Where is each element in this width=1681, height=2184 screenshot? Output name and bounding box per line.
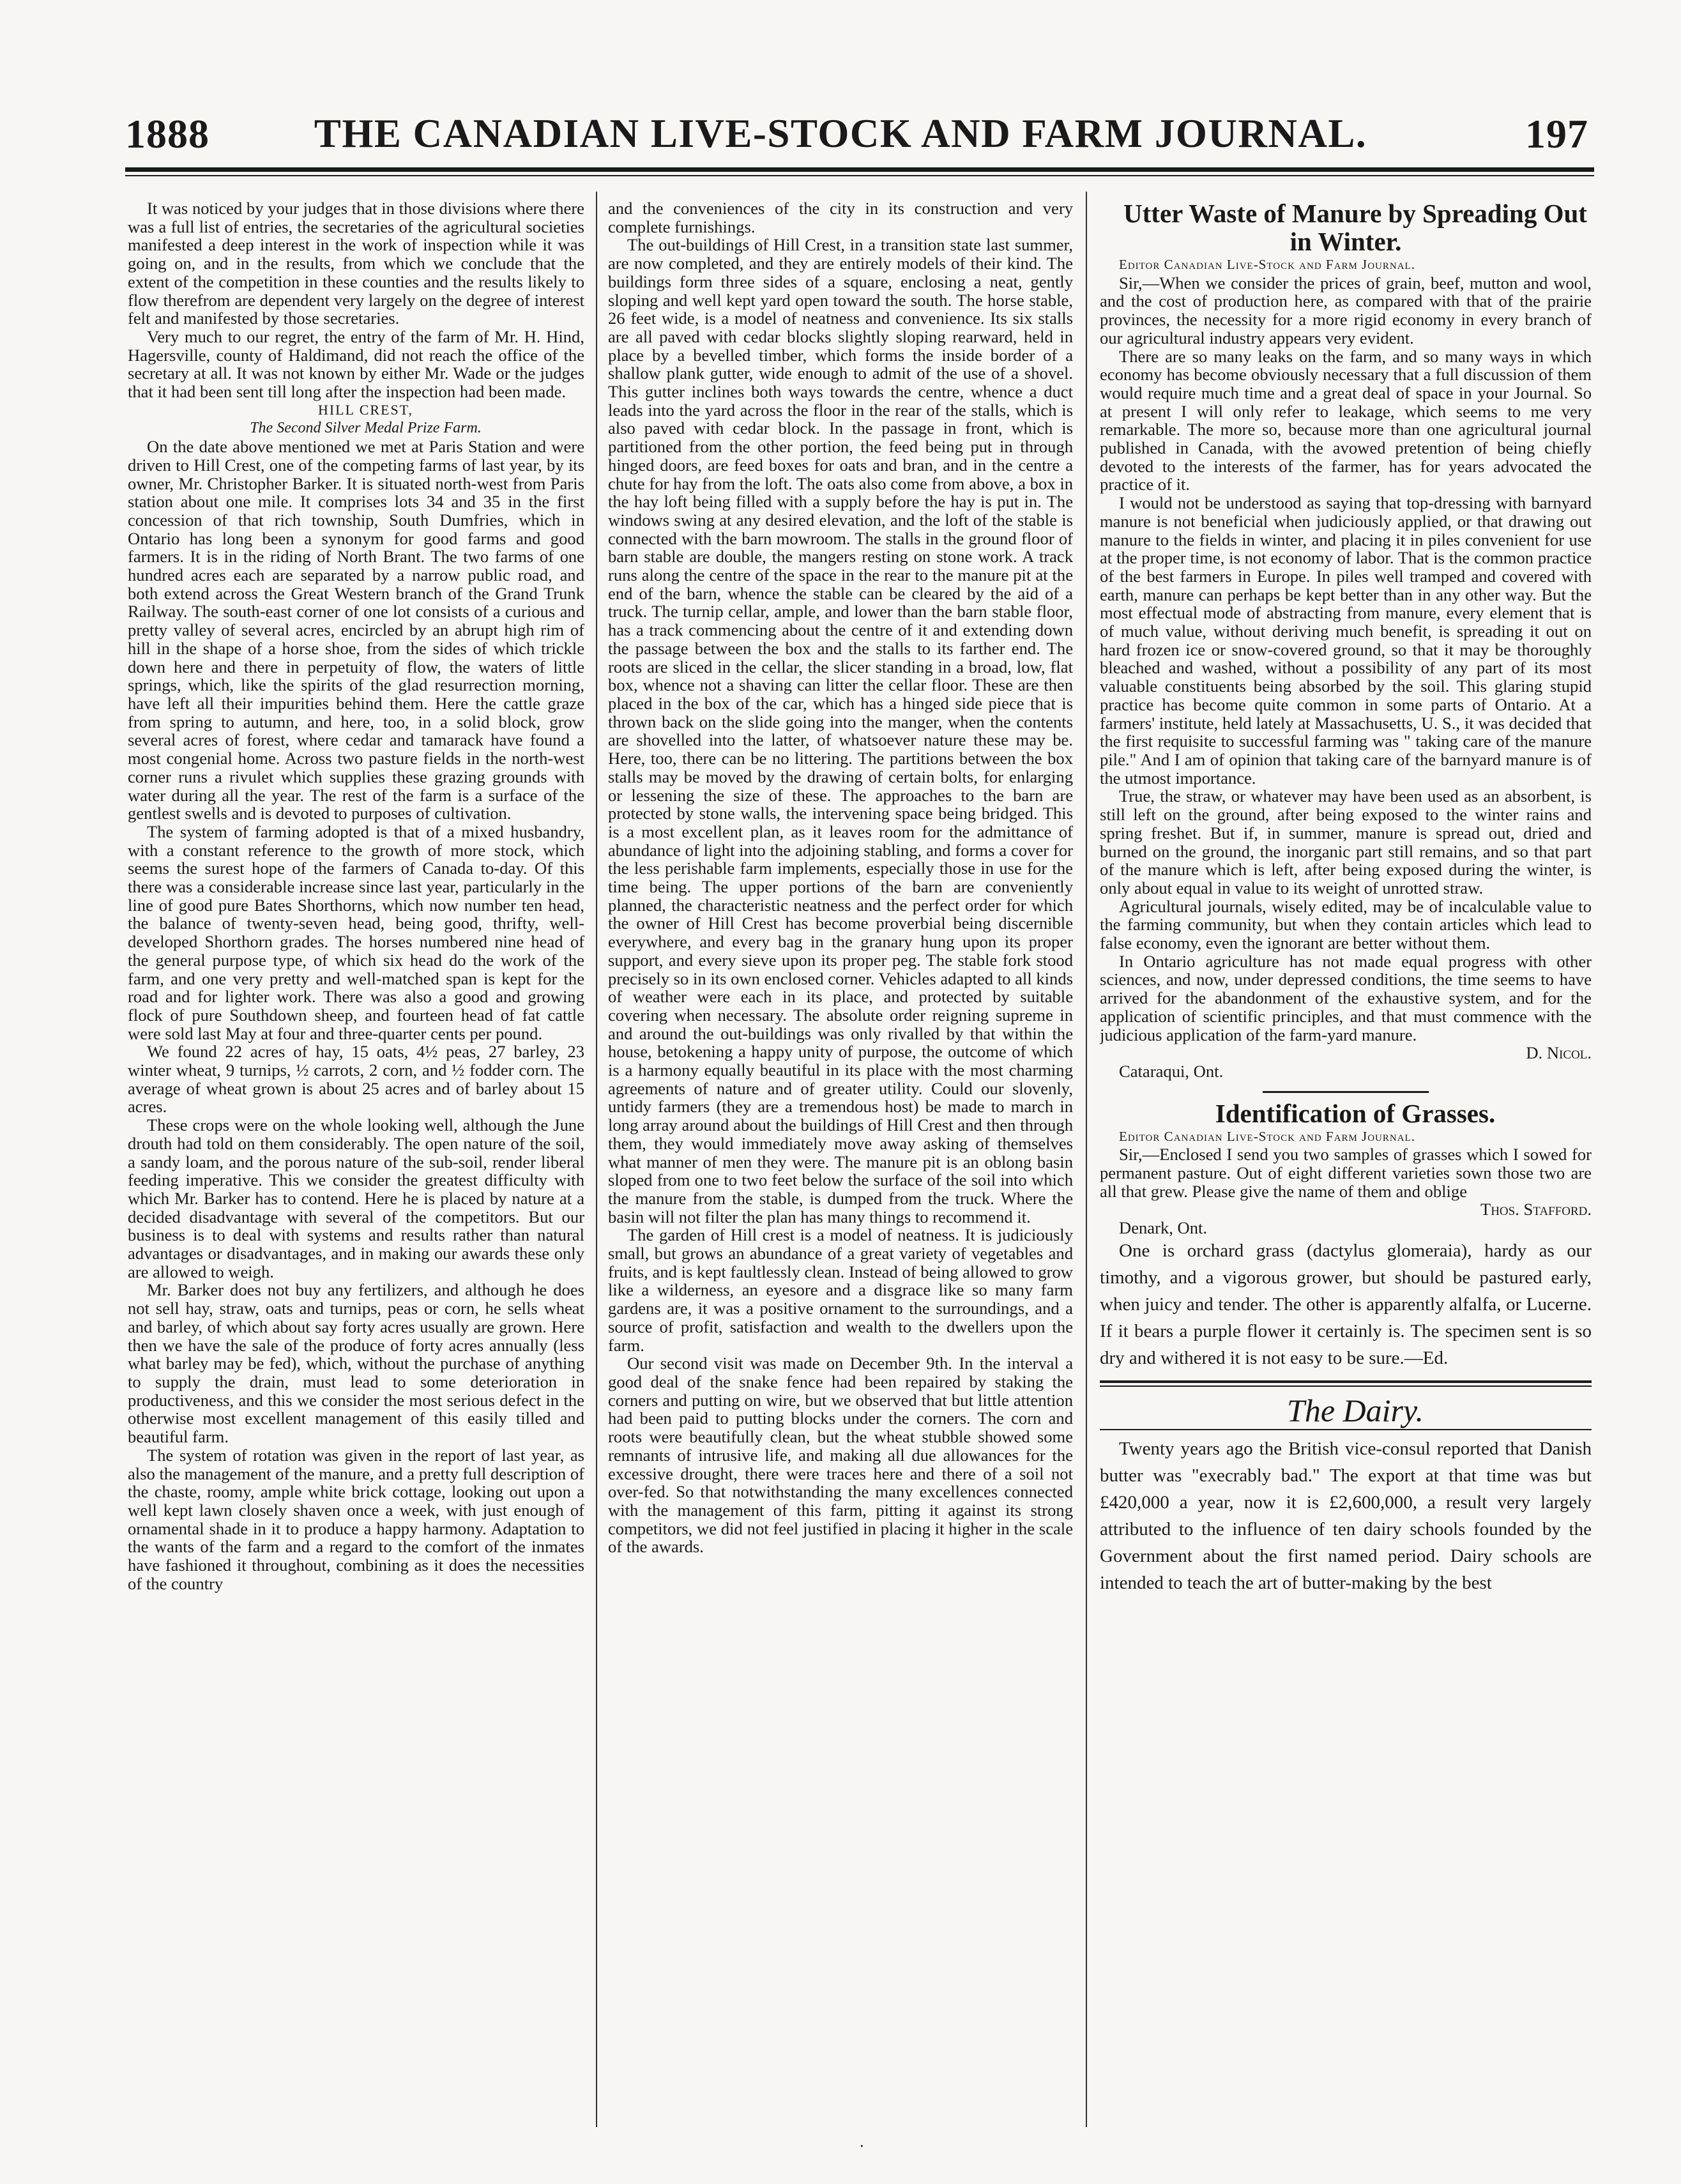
paragraph: True, the straw, or whatever may have been used as an absorbent, is still left on the ground, after being exposed to the winter rains and spring freshet. But if, in summer, manure is spread out, dried and burned on the ground, the inorganic part still remains, and so that part of the manure which is left, after being exposed during the winter, is only about equal in value to its weight of unrotted straw. — [1100, 786, 1592, 897]
paragraph: One is orchard grass (dactylus glomeraia), hardy as our timothy, and a vigorous grower, but should be pastured early, when juicy and tender. The other is apparently alfalfa, or Lucerne. If it bears a purple flower it certainly is. The specimen sent is so dry and withered it is not easy to be sure.—Ed. — [1100, 1240, 1592, 1368]
signature: Thos. Stafford. — [1480, 1200, 1592, 1219]
footer-mark: · — [859, 2137, 865, 2155]
paragraph: Sir,—When we consider the prices of grain, beef, mutton and wool, and the cost of production here, as compared with that of the prairie provinces, the necessity for a more rigid economy in every branch of our agricultural industry appears very evident. — [1100, 273, 1592, 347]
editor-note — [1100, 1237, 1592, 1371]
article-divider — [1263, 1091, 1429, 1093]
paragraph: and the conveniences of the city in its construction and very complete furnishings. — [608, 199, 1073, 236]
section-rule — [1100, 1386, 1592, 1387]
column-2 — [608, 199, 1073, 2122]
place-line: Denark, Ont. — [1119, 1218, 1208, 1238]
paragraph: We found 22 acres of hay, 15 oats, 4½ peas, 27 barley, 23 winter wheat, 9 turnips, ½ carrots, 2 corn, and ½ fodder corn. The average of wheat grown is about 25 acres and of barley about 15 acres. — [128, 1042, 584, 1117]
masthead — [0, 0, 1681, 179]
header-rule-thick — [125, 167, 1594, 172]
subheading: HILL CREST, — [317, 401, 414, 418]
paragraph: The system of rotation was given in the report of last year, as also the management of the manure, and a pretty full description of the chaste, roomy, ample white brick cottage, looking out upon a well kept lawn closely shaven once a week, with just enough of ornamental shade in it to produce a happy harmony. Adaptation to the wants of the farm and a regard to the comfort of the inmates have fashioned it throughout, combining as it does the necessities of the country — [128, 1445, 584, 1593]
paragraph: Agricultural journals, wisely edited, may be of incalculable value to the farming community, but when they contain articles which lead to false economy, even the ignorant are better without them. — [1100, 896, 1592, 953]
paragraph: Very much to our regret, the entry of the farm of Mr. H. Hind, Hagersville, county of Haldimand, did not reach the office of the secretary at all. It was not known by either Mr. Wade or the judges that it had been sent till long after the inspection had been made. — [128, 326, 584, 402]
paragraph: There are so many leaks on the farm, and so many ways in which economy has become obviously necessary that a full discussion of them would require much time and a great deal of space in your Journal. So at present I will only refer to leakage, which seems to me very remarkable. The more so, because more than one agricultural journal published in Canada, with the avowed pretention of being chiefly devoted to the interests of the farmer, has for years advocated the practice of it. — [1100, 346, 1592, 494]
paragraph: Twenty years ago the British vice-consul reported that Danish butter was "execrably bad." The export at that time was but £420,000 a year, now it is £2,600,000, a result very largely attributed to the influence of ten dairy schools founded by the Government about the first named period. Dairy schools are intended to teach the art of butter-making by the best — [1100, 1438, 1592, 1593]
subheading-italic: The Second Silver Medal Prize Farm. — [250, 420, 482, 437]
page-number: 197 — [1525, 111, 1588, 157]
editor-line: Editor Canadian Live-Stock and Farm Journal. — [1119, 1128, 1415, 1144]
paragraph: These crops were on the whole looking well, although the June drouth had told on them considerably. The open nature of the soil, a sandy loam, and the porous nature of the sub-soil, render liberal feeding imperative. This we consider the greatest difficulty with which Mr. Barker has to contend. Here he is placed by nature at a decided disadvantage with several of the competitors. But our business is to deal with systems and results rather than natural advantages or disadvantages, and in making our awards these only are allowed to weigh. — [128, 1115, 584, 1281]
paragraph: The out-buildings of Hill Crest, in a transition state last summer, are now completed, and they are entirely models of their kind. The buildings form three sides of a square, enclosing a neat, gently sloping and well kept yard open toward the south. The horse stable, 26 feet wide, is a model of neatness and convenience. Its six stalls are all paved with cedar blocks slightly sloping rearward, held in place by a bevelled timber, which forms the inside border of a shallow plank gutter, wide enough to admit of the use of a shovel. This gutter inclines both ways towards the centre, whence a duct leads into the yard across the floor in the rear of the stalls, which is also paved with cedar block. In the passage in front, which is partitioned from the other portion, the feed being put in through hinged doors, are feed boxes for oats and bran, and in the centre a chute for hay from the loft. The oats also come from above, a box in the hay loft being filled with a supply before the hay is put in. The windows swing at any desired elevation, and the loft of the stable is connected with the barn mowroom. The stalls in the ground floor of barn stable are double, the mangers resting on stone work. A track runs along the centre of the space in the rear to the manure pit at the end of the barn, whence the stable can be cleared by the aid of a truck. The turnip cellar, ample, and lower than the barn stable floor, has a track commencing about the centre of it and extending down the passage between the box and the stalls to its farther end. The roots are sliced in the cellar, the slicer standing in a broad, low, flat box, whence not a shaving can litter the cellar floor. These are then placed in the box of the car, which has a hinged side piece that is thrown back on the slide going into the manger, when the contents are shovelled into the latter, of whatsoever nature these may be. Here, too, there can be no littering. The partitions between the box stalls may be moved by the drawing of certain bolts, for enlarging or lessening the size of these. The approaches to the barn are protected by stone walls, the intervening space being bridged. This is a most excellent plan, as it leaves room for the admittance of abundance of light into the adjoining stabling, and forms a cover for the less perishable farm implements, especially those in use for the time being. The upper portions of the barn are conveniently planned, the characteristic neatness and the perfect order for which the owner of Hill Crest has become proverbial being discernible everywhere, and every bag in the granary hung upon its proper support, and every sieve upon its proper peg. The stable fork stood precisely so in its own enclosed corner. Vehicles adapted to all kinds of weather were each in its place, and protected by suitable covering when necessary. The absolute order reigning supreme in and around the out-buildings was only rivalled by that within the house, betokening a happy unity of purpose, the outcome of which is a harmony equally beautiful in its place with the most charming agreements of nature and of greater utility. Could our slovenly, untidy farmers (they are a tremendous host) be made to march in long array around about the buildings of Hill Crest and then through them, they would immediately move away asking of themselves what manner of men they were. The manure pit is an oblong basin sloped from one to two feet below the surface of the soil into which the manure from the stable, is dumped from the truck. Where the basin will not filter the plan has many things to recommend it. — [608, 235, 1073, 1226]
header-rule-thin — [125, 175, 1594, 176]
paragraph: It was noticed by your judges that in those divisions where there was a full list of entries, the secretaries of the agricultural societies manifested a deep interest in the work of inspection while it was going on, and in the results, from which we conclude that the extent of the competition in these counties and the results likely to flow therefrom are dependent very largely on the degree of interest felt and manifested by those secretaries. — [128, 199, 584, 328]
journal-title: THE CANADIAN LIVE-STOCK AND FARM JOURNAL. — [314, 111, 1367, 156]
place-line: Cataraqui, Ont. — [1119, 1061, 1224, 1081]
paragraph: Our second visit was made on December 9th. In the interval a good deal of the snake fence had been repaired by staking the corners and putting on wire, but we observed that but little attention had been paid to putting blocks under the corners. The corn and roots were beautifully clean, but the wheat stubble showed some remnants of intrusive life, and making all due allowances for the excessive drought, there were traces here and there of a soil not over-fed. So that notwithstanding the many excellences connected with the management of this farm, pitting it against its strong competitors, we did not feel justified in placing it higher in the scale of the awards. — [608, 1354, 1073, 1557]
section-title: The Dairy. — [1287, 1392, 1424, 1428]
section-rule — [1100, 1429, 1592, 1430]
header-year: 1888 — [125, 111, 209, 157]
article-title: Utter Waste of Manure by Spreading Out in Winter. — [1123, 199, 1587, 256]
dairy-article — [1100, 1435, 1592, 1596]
article-title: Identification of Grasses. — [1215, 1098, 1496, 1128]
paragraph: I would not be understood as saying that top-dressing with barnyard manure is not beneficial when judiciously applied, or that drawing out manure to the fields in winter, and placing it in piles convenient for use at the proper time, is not economy of labor. That is the common practice of the best farmers in Europe. In piles well tramped and covered with earth, manure can perhaps be kept better than in any other way. But the most effectual mode of abstracting from manure, every element that is of much value, without deriving much benefit, is spreading it out on hard frozen ice or snow-covered ground, so that it may be thoroughly bleached and washed, without a possibility of any part of its most valuable constituents being absorbed by the soil. This glaring stupid practice has become quite common in some parts of Ontario. At a farmers' institute, held lately at Massachusetts, U. S., it was decided that the first requisite to successful farming was " taking care of the manure pile." And I am of opinion that taking care of the barnyard manure is of the utmost importance. — [1100, 493, 1592, 788]
paragraph: The system of farming adopted is that of a mixed husbandry, with a constant reference to the growth of more stock, which seems the surest hope of the farmers of Canada to-day. Of this there was a considerable increase since last year, particularly in the line of good pure Bates Shorthorns, which now number ten head, the balance of twenty-seven head, being good, thrifty, well-developed Shorthorn grades. The horses numbered nine head of the general purpose type, of which six head do the work of the farm, and one very pretty and well-matched span is kept for the road and for lighter work. There was also a good and growing flock of pure Southdown sheep, and fourteen head of fat cattle were sold last May at four and three-quarter cents per pound. — [128, 821, 584, 1043]
paragraph: On the date above mentioned we met at Paris Station and were driven to Hill Crest, one of the competing farms of last year, by its owner, Mr. Christopher Barker. It is situated north-west from Paris station about one mile. It comprises lots 34 and 35 in the first concession of that rich township, South Dumfries, which in Ontario has long been a synonym for good farms and good farmers. It is in the riding of North Brant. The two farms of one hundred acres each are separated by a narrow public road, and both extend across the Great Western branch of the Grand Trunk Railway. The south-east corner of one lot consists of a curious and pretty valley of several acres, encircled by an abrupt high rim of hill in the shape of a horse shoe, from the sides of which trickle down here and there in perpetuity of flow, the waters of little springs, which, like the spirits of the glad resurrection morning, have left all their impurities behind them. Here the cattle graze from spring to autumn, and here, too, in a solid block, grow several acres of forest, where cedar and tamarack have found a most congenial home. Across two pasture fields in the north-west corner runs a rivulet which supplies these grazing grounds with water during all the year. The rest of the farm is a surface of the gentlest swells and is devoted to purposes of cultivation. — [128, 437, 584, 823]
section-rule — [1100, 1380, 1592, 1383]
paragraph: Sir,—Enclosed I send you two samples of grasses which I sowed for permanent pasture. Out of eight different varieties sown those two are all that grew. Please give the name of them and oblige — [1100, 1145, 1592, 1201]
paragraph: The garden of Hill crest is a model of neatness. It is judiciously small, but grows an abundance of a great variety of vegetables and fruits, and is kept faultlessly clean. Instead of being allowed to grow like a wilderness, an eyesore and a disgrace like so many farm gardens are, it was a positive ornament to the surroundings, and a source of profit, satisfaction and wealth to the dwellers upon the farm. — [608, 1225, 1073, 1355]
paragraph: Mr. Barker does not buy any fertilizers, and although he does not sell hay, straw, oats and turnips, peas or corn, he sells wheat and barley, of which about say forty acres usually are grown. Here then we have the sale of the produce of forty acres annually (less what barley may be fed), which, without the purchase of anything to supply the drain, must lead to some deterioration in productiveness, and this we consider the most serious defect in the otherwise most excellent management of this easily tilled and beautiful farm. — [128, 1280, 584, 1447]
column-rule — [1086, 192, 1087, 2127]
editor-line: Editor Canadian Live-Stock and Farm Journal. — [1119, 257, 1415, 272]
column-rule — [596, 192, 597, 2127]
column-1 — [128, 199, 584, 2122]
paragraph: In Ontario agriculture has not made equal progress with other sciences, and now, under depressed conditions, the time seems to have arrived for the abandonment of the exhaustive system, and for the application of scientific principles, and that must commence with the judicious application of the farm-yard manure. — [1100, 951, 1592, 1044]
column-3 — [1100, 199, 1592, 2122]
signature: D. Nicol. — [1526, 1043, 1592, 1063]
